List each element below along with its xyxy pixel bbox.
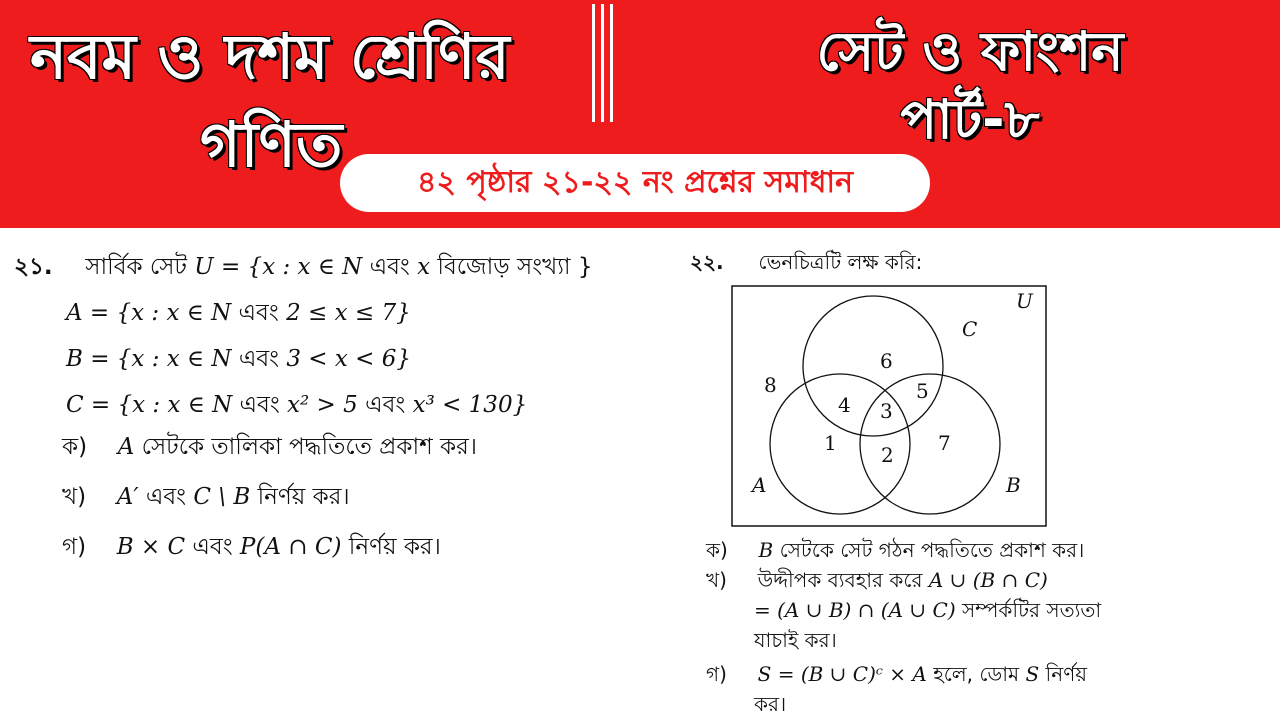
region-value: 1 [824, 431, 837, 455]
q21-part-ka: ক) A সেটকে তালিকা পদ্ধতিতে প্রকাশ কর। [62, 434, 478, 460]
q21-part-kha: খ) A′ এবং C \ B নির্ণয় কর। [62, 484, 350, 510]
subtitle-badge: ৪২ পৃষ্ঠার ২১-২২ নং প্রশ্নের সমাধান [340, 154, 930, 212]
title-divider [592, 4, 622, 122]
region-value: 4 [838, 393, 851, 417]
question-21 [0, 244, 640, 564]
part-title: পার্ট-৮ [900, 88, 1040, 151]
title-line-2: গণিত [200, 108, 343, 181]
q22-number: ২২. [690, 250, 724, 274]
q21-set-a: A = {x : x ∈ N এবং 2 ≤ x ≤ 7} [66, 300, 411, 326]
region-value: 8 [764, 373, 777, 397]
label-b: B [1006, 473, 1021, 497]
q21-intro: ২১. সার্বিক সেট U = {x : x ∈ N এবং x বিজোড় সংখ্যা } [14, 254, 593, 280]
q22-part-ka: ক) B সেটকে সেট গঠন পদ্ধতিতে প্রকাশ কর। [706, 538, 1085, 562]
q22-part-ga: গ) S = (B ∪ C)ᶜ × A হলে, ডোম S নির্ণয় [706, 662, 1088, 686]
label-u: U [1016, 289, 1033, 313]
title-line-1: নবম ও দশম শ্রেণির [30, 20, 510, 93]
label-a: A [752, 473, 767, 497]
region-value: 7 [938, 431, 951, 455]
question-22 [680, 244, 1280, 720]
venn-diagram [730, 284, 1050, 529]
region-value: 5 [916, 379, 929, 403]
q22-part-kha-line2: = (A ∪ B) ∩ (A ∪ C) সম্পর্কটির সত্যতা [754, 598, 1102, 622]
region-value: 3 [880, 399, 893, 423]
topic-title: সেট ও ফাংশন [816, 20, 1124, 83]
q22-part-kha-line3: যাচাই কর। [754, 628, 837, 652]
region-value: 6 [880, 349, 893, 373]
q21-number: ২১. [14, 254, 53, 280]
circle-c [803, 296, 943, 436]
q22-intro: ২২. ভেনচিত্রটি লক্ষ করি: [690, 250, 923, 274]
q21-set-b: B = {x : x ∈ N এবং 3 < x < 6} [66, 346, 412, 372]
header-banner [0, 0, 1280, 228]
label-c: C [962, 317, 978, 341]
q21-part-ga: গ) B × C এবং P(A ∩ C) নির্ণয় কর। [62, 534, 441, 560]
region-value: 2 [881, 443, 894, 467]
q21-set-c: C = {x : x ∈ N এবং x² > 5 এবং x³ < 130} [66, 392, 528, 418]
q22-part-ga-line2: কর। [754, 692, 787, 716]
q22-part-kha: খ) উদ্দীপক ব্যবহার করে A ∪ (B ∩ C) [706, 568, 1048, 592]
